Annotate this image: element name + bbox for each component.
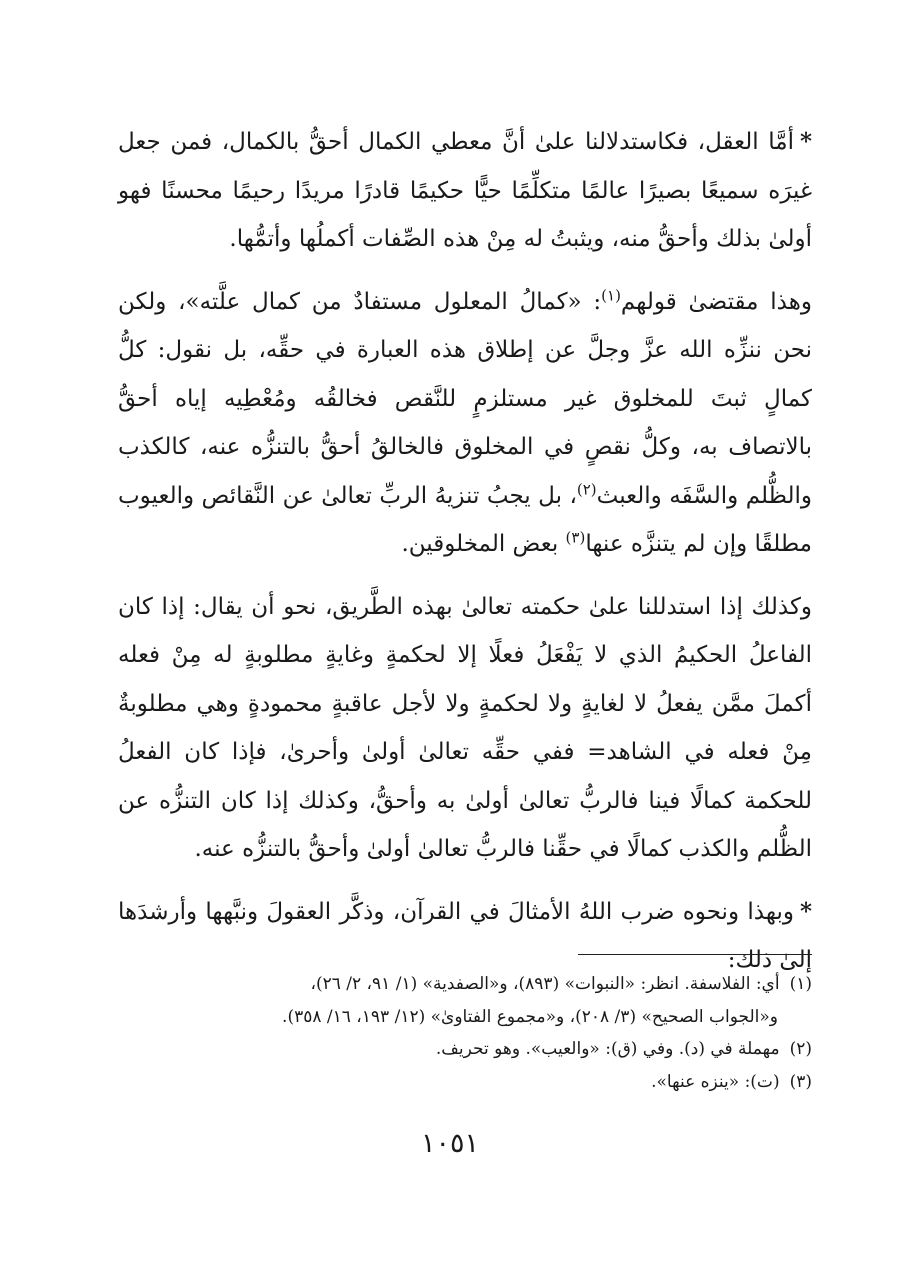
asterisk-marker: *: [799, 897, 812, 925]
footnote-number: (٣): [789, 1071, 812, 1092]
paragraph-text: وبهذا ونحوه ضرب اللهُ الأمثالَ في القرآن، وذكَّر العقولَ ونبَّهها وأرشدَها إلىٰ ذلك:: [118, 898, 812, 973]
footnote-3: [118, 1066, 812, 1099]
paragraph-wisdom: [118, 583, 812, 874]
paragraph-text-part: ، بل يجبُ تنزيهُ الربِّ تعالىٰ عن النَّقائص والعيوب مطلقًا وإن لم يتنزَّه عنها: [118, 482, 812, 557]
paragraph-perfection: [118, 278, 812, 569]
footnote-reference-1[interactable]: (١): [601, 285, 621, 304]
footnote-2: [118, 1033, 812, 1066]
paragraph-text-part: : «كمالُ المعلول مستفادٌ من كمال علَّته»، ولكن نحن ننزِّه الله عزَّ وجلَّ عن إطلاق هذه العبارة في حقِّه، بل نقول: كلُّ كمالٍ ثبتَ للمخلوق غير مستلزمٍ للنَّقص فخالقُه ومُعْطِيه إياه أحقُّ بالاتصاف به، وكلُّ نقصٍ في المخلوق فالخالقُ أحقُّ بالتنزُّه عنه، كالكذب والظُّلم والسَّفَه والعبث: [118, 288, 812, 509]
footnote-reference-3[interactable]: (٣): [565, 528, 586, 547]
paragraph-text-part: بعض المخلوقين.: [401, 531, 566, 557]
footnote-1: [118, 968, 812, 1033]
main-text: [118, 118, 812, 999]
paragraph-reason: [118, 118, 812, 264]
footnote-text: (ت): «ينزه عنها».: [651, 1071, 780, 1092]
footnotes: [118, 968, 812, 1098]
footnote-reference-2[interactable]: (٢): [576, 479, 597, 498]
asterisk-marker: *: [799, 128, 812, 155]
paragraph-text-part: وهذا مقتضىٰ قولهم: [620, 288, 812, 315]
paragraph-text: أمَّا العقل، فكاستدلالنا علىٰ أنَّ معطي الكمال أحقُّ بالكمال، فمن جعل غيرَه سميعًا بصيرًا عالمًا متكلِّمًا حيًّا حكيمًا قادرًا مريدًا رحيمًا محسنًا فهو أولىٰ بذلك وأحقُّ منه، ويثبتُ له مِنْ هذه الصِّفات أكملُها وأتمُّها.: [118, 129, 812, 252]
footnote-text: مهملة في (د). وفي (ق): «والعيب». وهو تحريف.: [435, 1039, 780, 1059]
footnote-divider: [578, 954, 812, 955]
footnote-number: (١): [789, 974, 812, 994]
footnote-text-continued: و«الجواب الصحيح» (٣/ ٢٠٨)، و«مجموع الفتاوىٰ» (١٢/ ١٩٣، ١٦/ ٣٥٨).: [282, 1006, 778, 1027]
footnote-text: أي: الفلاسفة. انظر: «النبوات» (٨٩٣)، و«الصفدية» (١/ ٩١، ٢/ ٢٦)،: [310, 974, 780, 994]
paragraph-text: وكذلك إذا استدللنا علىٰ حكمته تعالىٰ بهذه الطَّريق، نحو أن يقال: إذا كان الفاعلُ الحكيمُ الذي لا يَفْعَلُ فعلًا إلا لحكمةٍ وغايةٍ مطلوبةٍ له مِنْ فعله أكملَ ممَّن يفعلُ لا لغايةٍ ولا لحكمةٍ ولا لأجل عاقبةٍ محمودةٍ وهي مطلوبةٌ مِنْ فعله في الشاهد= ففي حقِّه تعالىٰ أولىٰ وأحرىٰ، فإذا كان الفعلُ للحكمة كمالًا فينا فالربُّ تعالىٰ أولىٰ به وأحقُّ، وكذلك إذا كان التنزُّه عن الظُّلم والكذب كمالًا في حقِّنا فالربُّ تعالىٰ أولىٰ وأحقُّ بالتنزُّه عنه.: [118, 593, 812, 862]
page-number: ١٠٥١: [420, 1128, 479, 1159]
footnote-number: (٢): [789, 1039, 812, 1059]
